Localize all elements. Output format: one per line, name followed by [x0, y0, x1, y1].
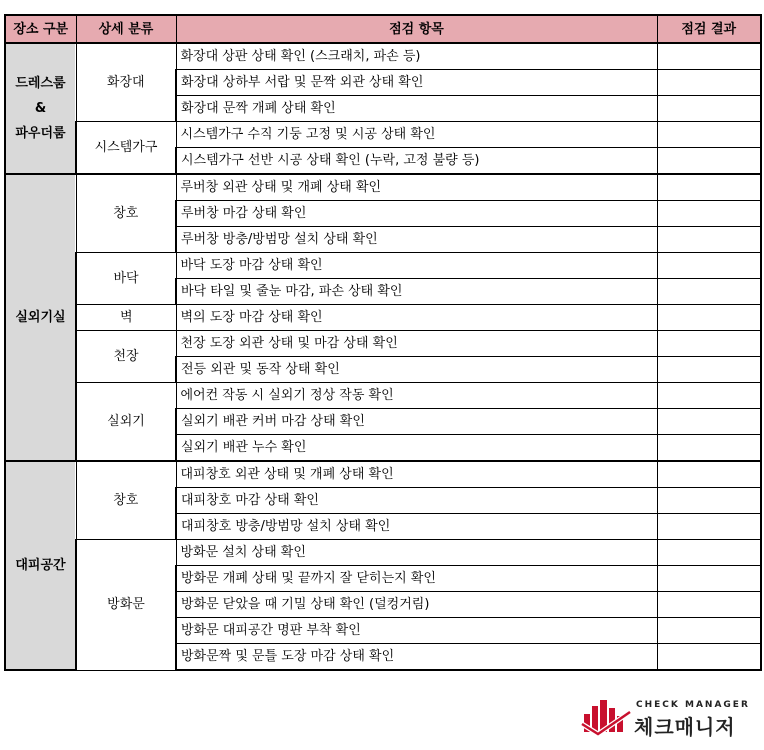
logo-korean-text: 체크매니저	[634, 715, 736, 739]
check-result-cell[interactable]	[657, 618, 761, 644]
check-result-cell[interactable]	[657, 383, 761, 409]
check-result-cell[interactable]	[657, 201, 761, 227]
place-category-cell: 실외기실	[5, 174, 76, 461]
check-item-cell: 전등 외관 및 동작 상태 확인	[176, 357, 657, 383]
header-check-result: 점검 결과	[657, 15, 761, 43]
logo-english-text: CHECK MANAGER	[636, 700, 750, 710]
table-row	[5, 253, 761, 279]
sub-category-cell: 화장대	[76, 43, 176, 122]
check-item-cell: 대피창호 마감 상태 확인	[176, 488, 657, 514]
check-result-cell[interactable]	[657, 279, 761, 305]
check-item-cell: 대피창호 외관 상태 및 개폐 상태 확인	[176, 461, 657, 488]
table-row	[5, 43, 761, 70]
check-manager-logo	[580, 698, 756, 740]
sub-category-cell: 실외기	[76, 383, 176, 462]
check-item-cell: 루버창 마감 상태 확인	[176, 201, 657, 227]
check-result-cell[interactable]	[657, 331, 761, 357]
header-sub-category: 상세 분류	[76, 15, 176, 43]
check-result-cell[interactable]	[657, 122, 761, 148]
table-row	[5, 383, 761, 409]
check-item-cell: 방화문 대피공간 명판 부착 확인	[176, 618, 657, 644]
check-item-cell: 바닥 도장 마감 상태 확인	[176, 253, 657, 279]
header-place: 장소 구분	[5, 15, 76, 43]
sub-category-cell: 방화문	[76, 540, 176, 671]
check-item-cell: 시스템가구 수직 기둥 고정 및 시공 상태 확인	[176, 122, 657, 148]
check-item-cell: 화장대 상판 상태 확인 (스크래치, 파손 등)	[176, 43, 657, 70]
sub-category-cell: 바닥	[76, 253, 176, 305]
check-result-cell[interactable]	[657, 566, 761, 592]
check-item-cell: 방화문 개폐 상태 및 끝까지 잘 닫히는지 확인	[176, 566, 657, 592]
check-result-cell[interactable]	[657, 96, 761, 122]
sub-category-cell: 창호	[76, 174, 176, 253]
check-result-cell[interactable]	[657, 227, 761, 253]
sub-category-cell: 천장	[76, 331, 176, 383]
check-result-cell[interactable]	[657, 43, 761, 70]
check-item-cell: 방화문짝 및 문틀 도장 마감 상태 확인	[176, 644, 657, 671]
sub-category-cell: 시스템가구	[76, 122, 176, 175]
check-item-cell: 방화문 닫았을 때 기밀 상태 확인 (덜컹거림)	[176, 592, 657, 618]
table-row	[5, 122, 761, 148]
check-result-cell[interactable]	[657, 644, 761, 671]
check-item-cell: 에어컨 작동 시 실외기 정상 작동 확인	[176, 383, 657, 409]
check-result-cell[interactable]	[657, 514, 761, 540]
check-result-cell[interactable]	[657, 409, 761, 435]
check-item-cell: 화장대 문짝 개폐 상태 확인	[176, 96, 657, 122]
check-item-cell: 실외기 배관 누수 확인	[176, 435, 657, 462]
check-item-cell: 천장 도장 외관 상태 및 마감 상태 확인	[176, 331, 657, 357]
check-result-cell[interactable]	[657, 461, 761, 488]
inspection-checklist-table	[4, 14, 762, 671]
table-row	[5, 331, 761, 357]
place-category-cell: 드레스룸 & 파우더룸	[5, 43, 76, 174]
check-result-cell[interactable]	[657, 357, 761, 383]
check-item-cell: 루버창 방충/방범망 설치 상태 확인	[176, 227, 657, 253]
sub-category-cell: 벽	[76, 305, 176, 331]
check-item-cell: 바닥 타일 및 줄눈 마감, 파손 상태 확인	[176, 279, 657, 305]
sub-category-cell: 창호	[76, 461, 176, 540]
check-result-cell[interactable]	[657, 148, 761, 175]
check-item-cell: 루버창 외관 상태 및 개폐 상태 확인	[176, 174, 657, 201]
check-item-cell: 화장대 상하부 서랍 및 문짝 외관 상태 확인	[176, 70, 657, 96]
check-item-cell: 벽의 도장 마감 상태 확인	[176, 305, 657, 331]
check-result-cell[interactable]	[657, 592, 761, 618]
table-row	[5, 174, 761, 201]
check-item-cell: 방화문 설치 상태 확인	[176, 540, 657, 566]
check-result-cell[interactable]	[657, 174, 761, 201]
building-check-logo-icon	[580, 698, 632, 738]
check-item-cell: 실외기 배관 커버 마감 상태 확인	[176, 409, 657, 435]
check-item-cell: 대피창호 방충/방범망 설치 상태 확인	[176, 514, 657, 540]
check-result-cell[interactable]	[657, 305, 761, 331]
check-item-cell: 시스템가구 선반 시공 상태 확인 (누락, 고정 불량 등)	[176, 148, 657, 175]
table-row	[5, 305, 761, 331]
header-row	[5, 15, 761, 43]
table-row	[5, 461, 761, 488]
check-result-cell[interactable]	[657, 253, 761, 279]
place-category-cell: 대피공간	[5, 461, 76, 670]
check-result-cell[interactable]	[657, 488, 761, 514]
check-result-cell[interactable]	[657, 435, 761, 462]
check-result-cell[interactable]	[657, 70, 761, 96]
header-check-item: 점검 항목	[176, 15, 657, 43]
table-row	[5, 540, 761, 566]
check-result-cell[interactable]	[657, 540, 761, 566]
